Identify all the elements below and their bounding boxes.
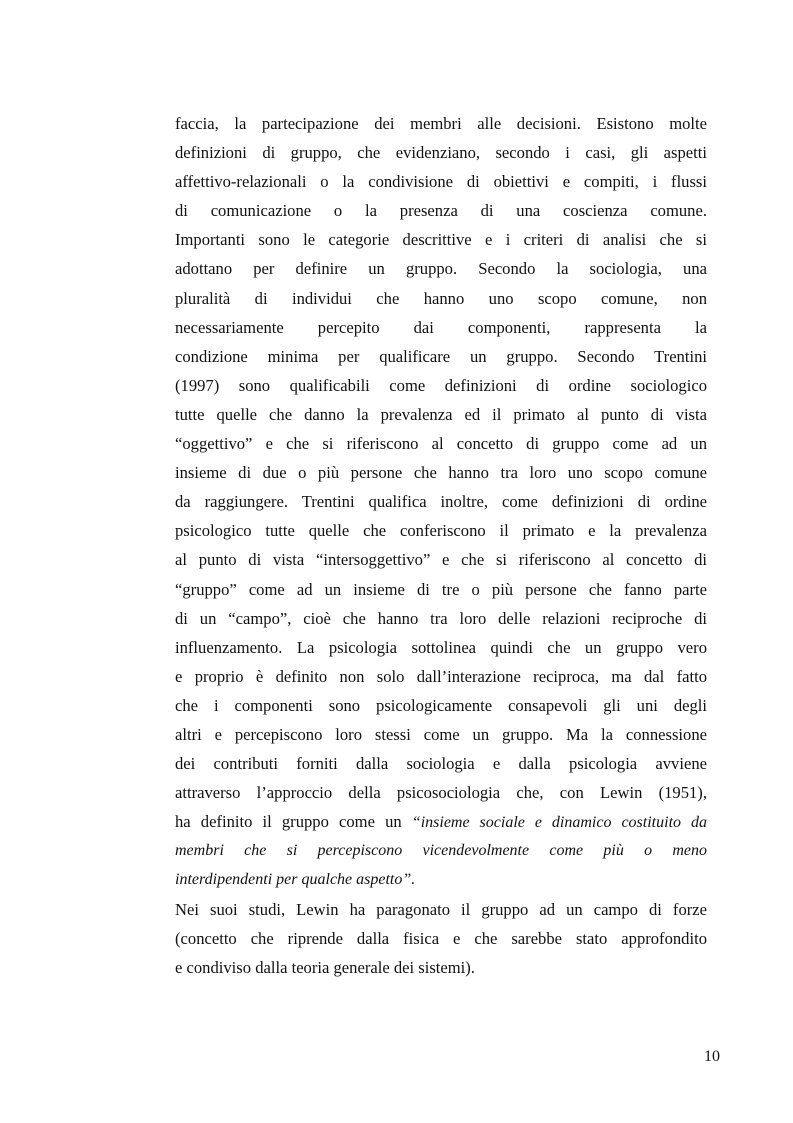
text-line: adottano per definire un gruppo. Secondo la sociologia, una xyxy=(175,259,707,279)
text-line: e condiviso dalla teoria generale dei sistemi). xyxy=(175,957,475,977)
text-line: (1997) sono qualificabili come definizioni di ordine sociologico xyxy=(175,375,707,395)
text-line: pluralità di individui che hanno uno scopo comune, non xyxy=(175,288,707,308)
text-line: di un “campo”, cioè che hanno tra loro delle relazioni reciproche di xyxy=(175,608,707,628)
text-line: che i componenti sono psicologicamente consapevoli gli uni degli xyxy=(175,695,707,715)
page-number: 10 xyxy=(704,1048,720,1065)
text-line: tutte quelle che danno la prevalenza ed il primato al punto di vista xyxy=(175,404,707,424)
text-line: (concetto che riprende dalla fisica e che sarebbe stato approfondito xyxy=(175,928,707,948)
roman-text: ha definito il gruppo come un xyxy=(175,812,412,832)
text-line: definizioni di gruppo, che evidenziano, secondo i casi, gli aspetti xyxy=(175,143,707,163)
quoted-text-line: membri che si percepiscono vicendevolmente come più o meno xyxy=(175,842,707,860)
quoted-text: “insieme sociale e dinamico costituito da xyxy=(411,814,707,832)
text-line: faccia, la partecipazione dei membri alle decisioni. Esistono molte xyxy=(175,114,707,133)
text-line: affettivo-relazionali o la condivisione di obiettivi e compiti, i flussi xyxy=(175,172,707,192)
text-line: condizione minima per qualificare un gruppo. Secondo Trentini xyxy=(175,346,707,366)
text-line: psicologico tutte quelle che conferiscono il primato e la prevalenza xyxy=(175,521,707,541)
text-line: e proprio è definito non solo dall’interazione reciproca, ma dal fatto xyxy=(175,666,707,686)
text-line: “oggettivo” e che si riferiscono al concetto di gruppo come ad un xyxy=(175,434,707,454)
text-line: da raggiungere. Trentini qualifica inoltre, come definizioni di ordine xyxy=(175,492,707,512)
text-line: altri e percepiscono loro stessi come un gruppo. Ma la connessione xyxy=(175,724,707,744)
text-line-with-quote xyxy=(175,807,707,836)
text-line: “gruppo” come ad un insieme di tre o più persone che fanno parte xyxy=(175,579,707,599)
text-line: dei contributi forniti dalla sociologia e dalla psicologia avviene xyxy=(175,754,707,774)
document-body xyxy=(175,109,707,982)
text-line: al punto di vista “intersoggettivo” e che si riferiscono al concetto di xyxy=(175,550,707,570)
text-line: attraverso l’approccio della psicosociologia che, con Lewin (1951), xyxy=(175,783,707,803)
text-line: di comunicazione o la presenza di una coscienza comune. xyxy=(175,201,707,221)
text-line: Importanti sono le categorie descrittive e i criteri di analisi che si xyxy=(175,230,707,250)
text-line: Nei suoi studi, Lewin ha paragonato il gruppo ad un campo di forze xyxy=(175,899,707,919)
text-line: insieme di due o più persone che hanno tra loro uno scopo comune xyxy=(175,463,707,483)
text-line: necessariamente percepito dai componenti, rappresenta la xyxy=(175,317,707,337)
quoted-text-line: interdipendenti per qualche aspetto”. xyxy=(175,871,416,889)
text-line: influenzamento. La psicologia sottolinea quindi che un gruppo vero xyxy=(175,637,707,657)
